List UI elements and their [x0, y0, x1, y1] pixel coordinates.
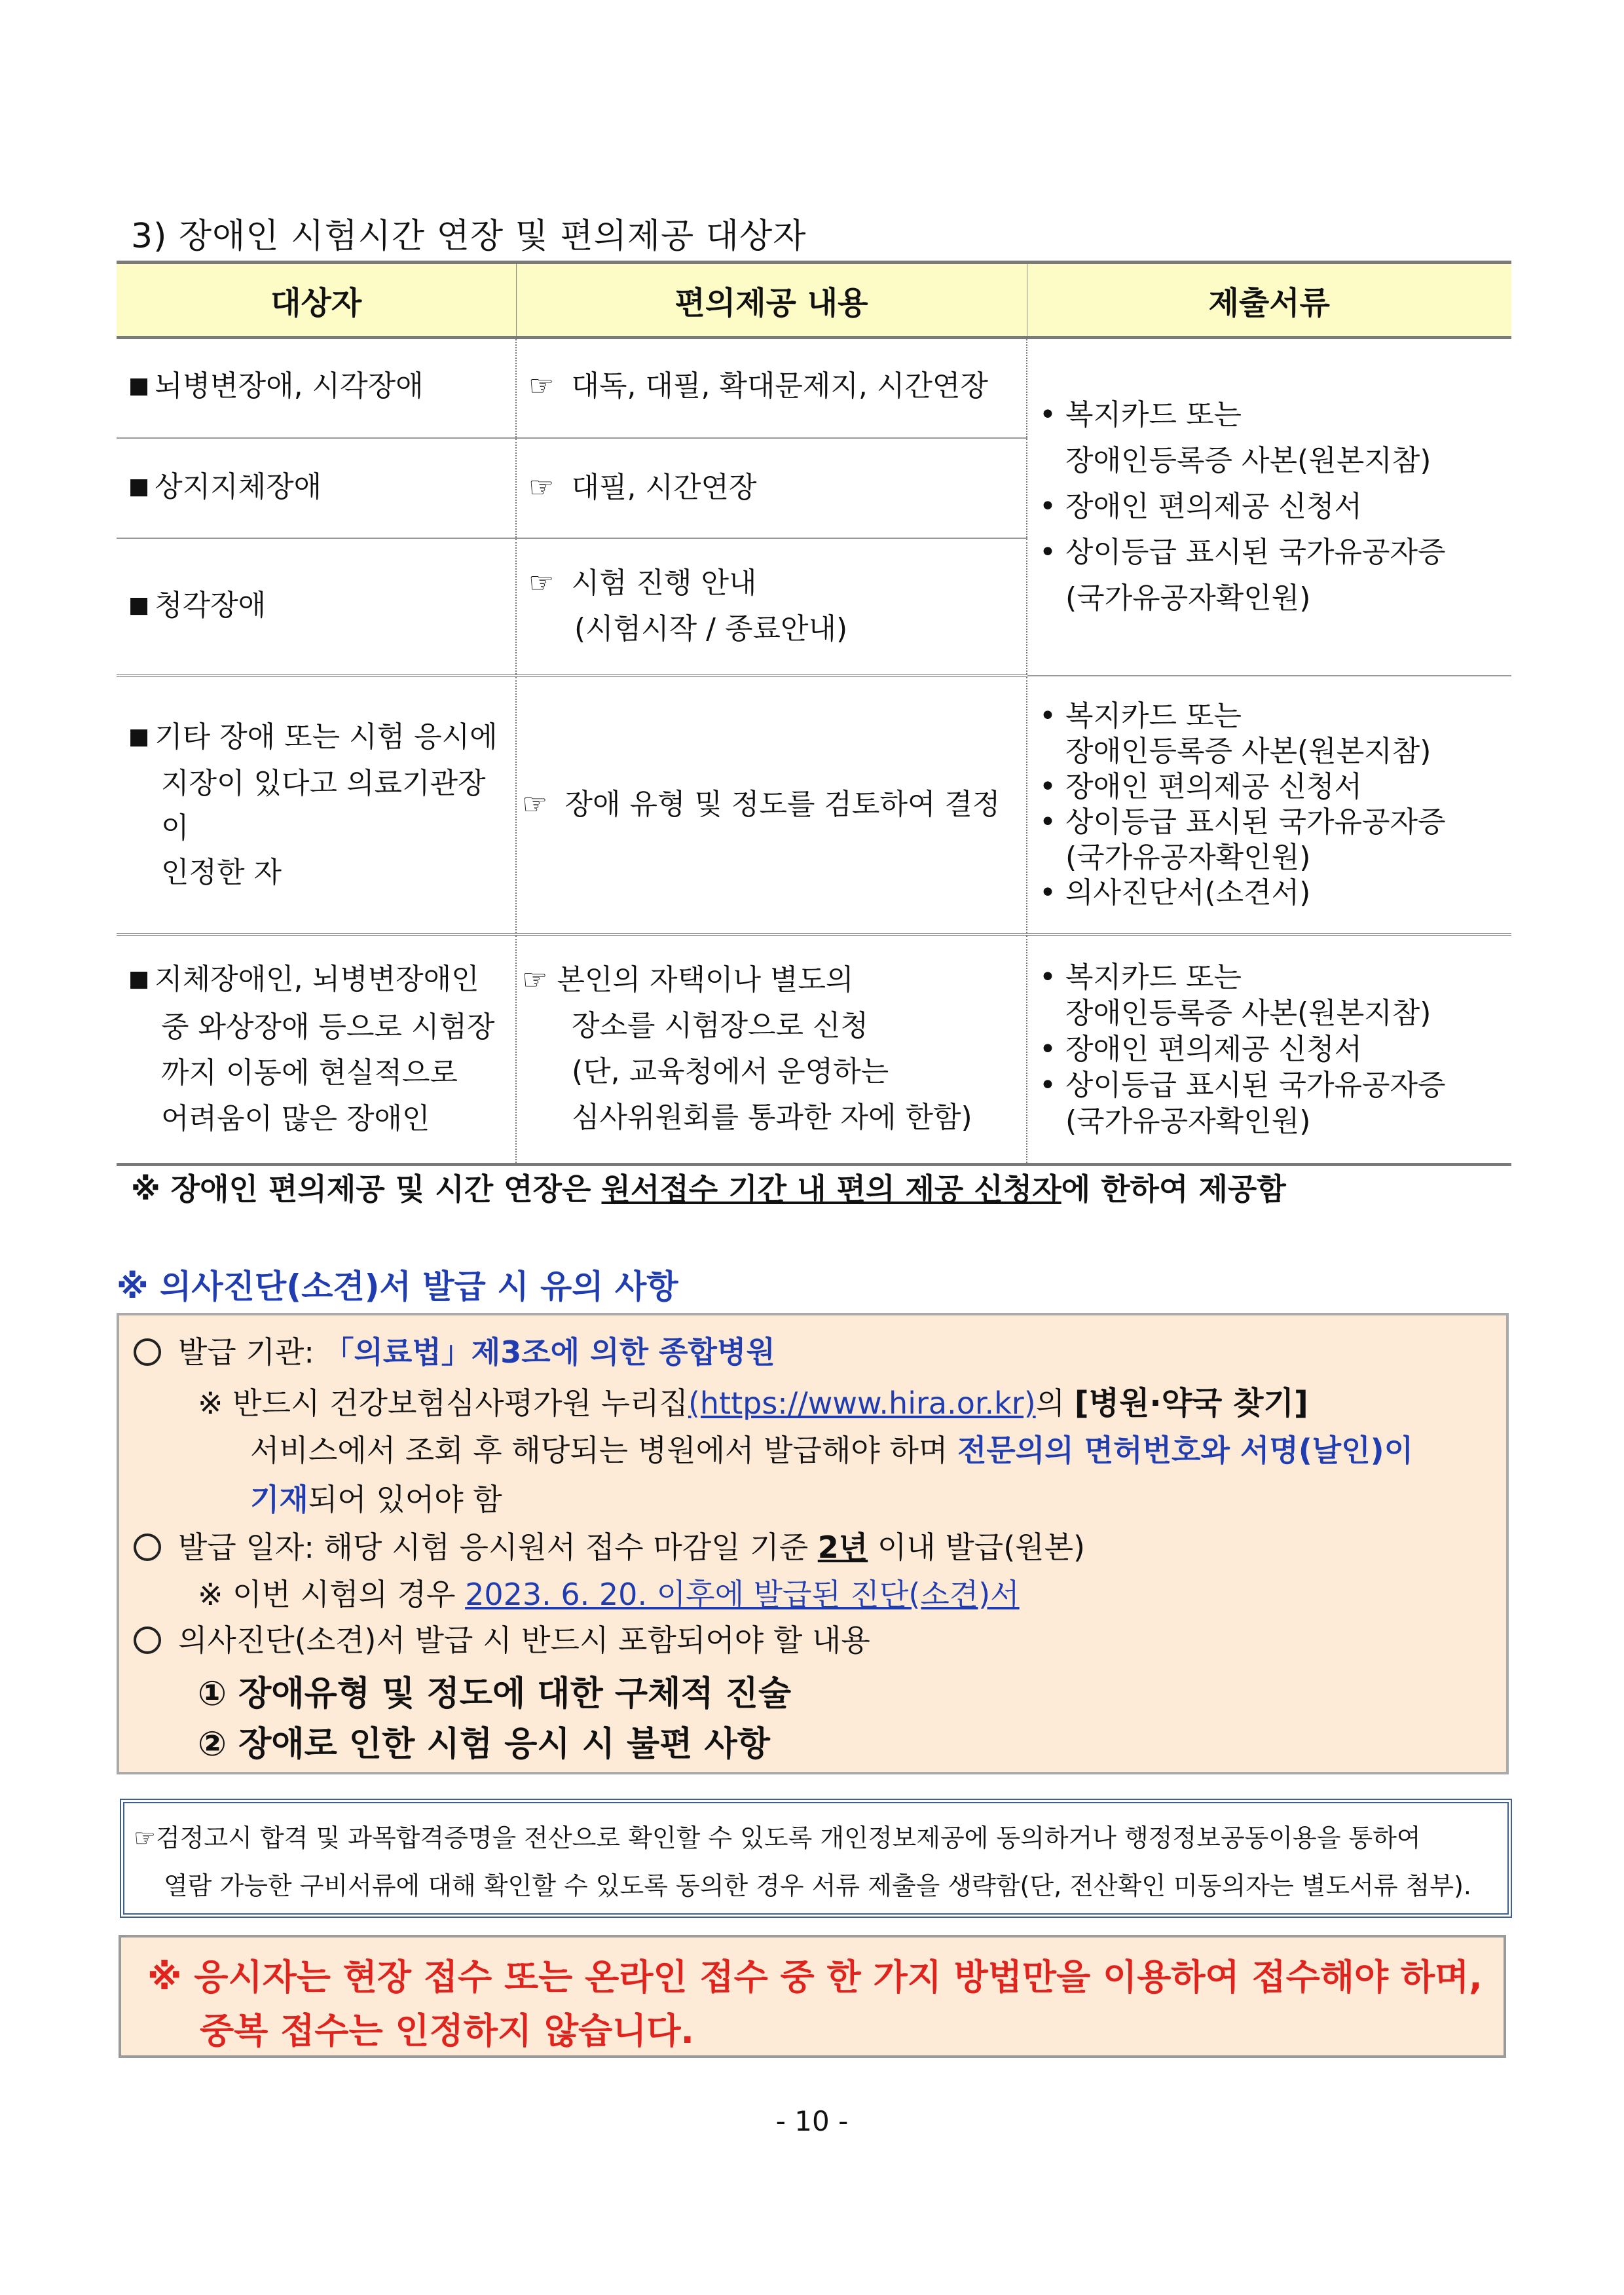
- hira-line: [198, 1378, 1308, 1423]
- square-bullet-icon: ■: [128, 965, 150, 992]
- required-item-1: ① 장애유형 및 정도에 대한 구체적 진술: [198, 1674, 792, 1714]
- target-cell: [117, 676, 516, 934]
- text: 되어 있어야 함: [308, 1482, 502, 1517]
- target-text: 중 와상장애 등으로 시험장: [161, 1010, 495, 1044]
- issuer-line: [134, 1329, 775, 1372]
- text: 이내 발급(원본): [868, 1530, 1085, 1565]
- text: 의사진단(소견)서 발급 시 반드시 포함되어야 할 내용: [178, 1623, 870, 1658]
- square-bullet-icon: ■: [128, 723, 150, 750]
- text: 발급 기관:: [178, 1334, 324, 1370]
- notice-line-2: 열람 가능한 구비서류에 대해 확인할 수 있도록 동의한 경우 서류 제출을 생략함(단, 전산확인 미동의자는 별도서류 첨부).: [164, 1871, 1471, 1900]
- text: ※ 반드시 건강보험심사평가원 누리집: [198, 1386, 688, 1421]
- target-text: 상지지체장애: [155, 469, 322, 504]
- target-cell: [117, 934, 516, 1165]
- notice-line-1: ☞검정고시 합격 및 과목합격증명을 전산으로 확인할 수 있도록 개인정보제공에 동의하거나 행정정보공동이용을 통하여: [134, 1824, 1421, 1852]
- doc-line: (국가유공자확인원): [1065, 581, 1311, 615]
- content-text: (시험시작 / 종료안내): [574, 612, 848, 646]
- documents-cell: [1027, 934, 1511, 1165]
- warning-line-2: 중복 접수는 인정하지 않습니다.: [200, 2010, 695, 2051]
- contents-line: [134, 1617, 870, 1660]
- content-text: 장애 유형 및 정도를 검토하여 결정: [564, 788, 1001, 821]
- pointing-hand-icon: ☞: [528, 471, 555, 504]
- doc-line: • 복지카드 또는: [1039, 699, 1242, 733]
- content-text: 심사위원회를 통과한 자에 한함): [572, 1101, 972, 1135]
- doc-line: 장애인등록증 사본(원본지참): [1065, 734, 1431, 768]
- square-bullet-icon: ■: [128, 373, 150, 399]
- header-target: 대상자: [117, 263, 516, 338]
- content-text: 장소를 시험장으로 신청: [572, 1009, 869, 1043]
- issue-date-line: [134, 1524, 1085, 1567]
- documents-cell: [1027, 338, 1511, 676]
- note-text: 에 한하여 제공함: [1061, 1171, 1286, 1207]
- duplicate-application-warning: [119, 1935, 1506, 2058]
- doc-line: (국가유공자확인원): [1065, 840, 1311, 874]
- table-note: [131, 1166, 1286, 1209]
- section-title: 3) 장애인 시험시간 연장 및 편의제공 대상자: [131, 217, 807, 256]
- content-text: 시험 진행 안내: [571, 566, 757, 600]
- service-line-cont: [250, 1476, 502, 1519]
- circle-bullet-icon: [134, 1626, 161, 1654]
- doc-line: • 상이등급 표시된 국가유공자증: [1039, 805, 1446, 839]
- circle-bullet-icon: [134, 1533, 161, 1561]
- electronic-verification-notice: [120, 1799, 1512, 1918]
- pointing-hand-icon: ☞: [528, 566, 555, 600]
- content-cell: [516, 438, 1027, 538]
- pointing-hand-icon: ☞: [522, 788, 548, 821]
- pointing-hand-icon: ☞: [522, 963, 548, 997]
- required-item-2: ② 장애로 인한 시험 응시 시 불편 사항: [198, 1725, 771, 1764]
- this-exam-line: [198, 1571, 1020, 1614]
- doc-line: 장애인등록증 사본(원본지참): [1065, 996, 1431, 1030]
- doc-line: • 상이등급 표시된 국가유공자증: [1039, 536, 1446, 570]
- highlight-text: 전문의의 면허번호와 서명(날인)이: [957, 1433, 1414, 1468]
- header-content: 편의제공 내용: [516, 263, 1027, 338]
- doc-line: • 장애인 편의제공 신청서: [1039, 769, 1362, 803]
- target-text: 뇌병변장애, 시각장애: [155, 369, 424, 403]
- content-text: 대독, 대필, 확대문제지, 시간연장: [571, 369, 988, 403]
- date-highlight: 2023. 6. 20. 이후에 발급된 진단(소견)서: [465, 1577, 1020, 1612]
- target-text: 어려움이 많은 장애인: [161, 1101, 430, 1135]
- underlined-text: 2년: [817, 1530, 868, 1565]
- target-text: 기타 장애 또는 시험 응시에: [155, 720, 498, 754]
- highlight-text: 「의료법」제3조에 의한 종합병원: [323, 1334, 775, 1370]
- content-cell: [516, 338, 1027, 438]
- text: 서비스에서 조회 후 해당되는 병원에서 발급해야 하며: [250, 1433, 957, 1468]
- target-text: 청각장애: [155, 588, 267, 622]
- highlight-text: 기재: [250, 1482, 308, 1517]
- target-cell: [117, 538, 516, 676]
- square-bullet-icon: ■: [128, 591, 150, 618]
- text: 발급 일자: 해당 시험 응시원서 접수 마감일 기준: [178, 1530, 818, 1565]
- target-text: 인정한 자: [161, 855, 282, 889]
- medical-certificate-box: [117, 1313, 1509, 1774]
- header-documents: 제출서류: [1027, 263, 1511, 338]
- bold-text: [병원·약국 찾기]: [1074, 1385, 1308, 1422]
- content-text: 본인의 자택이나 별도의: [557, 963, 854, 997]
- target-cell: [117, 338, 516, 438]
- table-row: [117, 676, 1511, 934]
- target-text: 까지 이동에 현실적으로: [161, 1056, 458, 1090]
- doc-line: • 복지카드 또는: [1039, 398, 1242, 432]
- medical-certificate-title: ※ 의사진단(소견)서 발급 시 유의 사항: [117, 1268, 678, 1306]
- doc-line: 장애인등록증 사본(원본지참): [1065, 444, 1431, 478]
- text: ※ 이번 시험의 경우: [198, 1577, 466, 1612]
- target-text: 지장이 있다고 의료기관장이: [161, 766, 486, 845]
- warning-line-1: ※ 응시자는 현장 접수 또는 온라인 접수 중 한 가지 방법만을 이용하여 접수해야 하며,: [147, 1956, 1483, 1998]
- page-number: - 10 -: [775, 2105, 849, 2137]
- doc-line: • 복지카드 또는: [1039, 960, 1242, 994]
- content-cell: [516, 934, 1027, 1165]
- doc-line: • 장애인 편의제공 신청서: [1039, 1032, 1362, 1066]
- doc-line: (국가유공자확인원): [1065, 1104, 1311, 1138]
- accommodation-table: [117, 261, 1511, 1166]
- note-text: ※ 장애인 편의제공 및 시간 연장은: [131, 1171, 602, 1207]
- doc-line: • 장애인 편의제공 신청서: [1039, 490, 1362, 524]
- content-cell: [516, 676, 1027, 934]
- doc-line: • 상이등급 표시된 국가유공자증: [1039, 1068, 1446, 1102]
- pointing-hand-icon: ☞: [528, 369, 555, 403]
- square-bullet-icon: ■: [128, 473, 150, 500]
- target-text: 지체장애인, 뇌병변장애인: [155, 962, 479, 996]
- table-row: [117, 338, 1511, 438]
- text: 의: [1035, 1386, 1075, 1421]
- content-text: (단, 교육청에서 운영하는: [572, 1055, 889, 1089]
- table-row: [117, 934, 1511, 1165]
- note-underlined-text: 원서접수 기간 내 편의 제공 신청자: [601, 1171, 1061, 1207]
- table-header-row: [117, 263, 1511, 338]
- content-cell: [516, 538, 1027, 676]
- service-line: [250, 1427, 1413, 1470]
- target-cell: [117, 438, 516, 538]
- doc-line: • 의사진단서(소견서): [1039, 875, 1311, 909]
- documents-cell: [1027, 676, 1511, 934]
- hira-link[interactable]: (https://www.hira.or.kr): [688, 1386, 1036, 1421]
- circle-bullet-icon: [134, 1338, 161, 1366]
- content-text: 대필, 시간연장: [571, 471, 757, 504]
